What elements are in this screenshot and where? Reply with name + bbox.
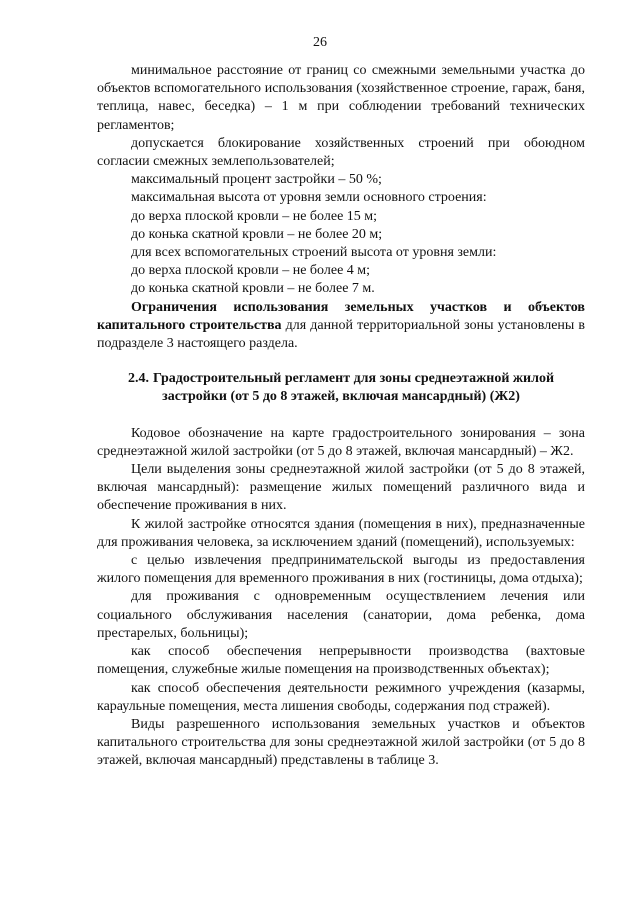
paragraph-pitched-roof-aux: до конька скатной кровли – не более 7 м. — [131, 281, 375, 297]
paragraph-blocking: допускается блокирование хозяйственных строений при обоюдном согласии смежных землепользователей; — [97, 135, 585, 170]
paragraph-flat-roof-main: до верха плоской кровли – не более 15 м; — [131, 208, 378, 224]
section-heading-title: Градостроительный регламент для зоны среднеэтажной жилой застройки (от 5 до 8 этажей, включая мансардный) (Ж2) — [152, 371, 555, 405]
paragraph-exception-commercial: с целью извлечения предпринимательской выгоды из предоставления жилого помещения для временного проживания в них (гостиницы, дома отдыха); — [97, 553, 585, 587]
paragraph-code-designation: Кодовое обозначение на карте градостроительного зонирования – зона среднеэтажной жилой застройки (от 5 до 8 этажей, включая мансардный) – Ж2. — [97, 425, 585, 459]
section-heading-number: 2.4. — [127, 371, 149, 387]
paragraph-exception-medical: для проживания с одновременным осуществлением лечения или социального обслуживания населения (санатории, дома ребенка, дома престарелых, больницы); — [97, 589, 585, 641]
paragraph-max-percent: максимальный процент застройки – 50 %; — [131, 172, 382, 188]
paragraph-permitted-uses: Виды разрешенного использования земельных участков и объектов капитального строительства для зоны среднеэтажной жилой застройки (от 5 до 8 этажей, включая мансардный) представлены в таблице 3. — [97, 716, 585, 769]
paragraph-exception-production: как способ обеспечения непрерывности производства (вахтовые помещения, служебные жилые помещения на производственных объектах); — [97, 644, 585, 678]
page-number: 26 — [313, 35, 327, 50]
paragraph-max-height: максимальная высота от уровня земли основного строения: — [131, 190, 487, 206]
paragraph-restrictions — [97, 299, 585, 354]
paragraph-exception-regime: как способ обеспечения деятельности режимного учреждения (казармы, караульные помещения, места лишения свободы, содержания под стражей). — [97, 680, 585, 714]
paragraph-aux-height: для всех вспомогательных строений высота от уровня земли: — [131, 245, 497, 261]
paragraph-residential-definition: К жилой застройке относятся здания (помещения в них), предназначенные для проживания человека, за исключением зданий (помещений), используемых: — [97, 516, 585, 550]
restrictions-text: для данной территориальной зоны установлены в подразделе 3 настоящего раздела. — [97, 317, 586, 352]
page-content — [97, 62, 585, 771]
paragraph-min-distance: минимальное расстояние от границ со смежными земельными участка до объектов вспомогательного использования (хозяйственное строение, гараж, баня, теплица, навес, беседка) – 1 м при соблюдении требований технических регламентов; — [97, 63, 585, 133]
restrictions-bold-text: Ограничения использования земельных участков и объектов капитального строительства — [97, 299, 585, 333]
paragraph-pitched-roof-main: до конька скатной кровли – не более 20 м; — [131, 226, 383, 242]
paragraph-zone-goals: Цели выделения зоны среднеэтажной жилой застройки (от 5 до 8 этажей, включая мансардный): размещение жилых помещений различного вида и обеспечение проживания в них. — [97, 462, 585, 514]
paragraph-flat-roof-aux: до верха плоской кровли – не более 4 м; — [131, 263, 371, 279]
section-heading — [97, 370, 585, 406]
